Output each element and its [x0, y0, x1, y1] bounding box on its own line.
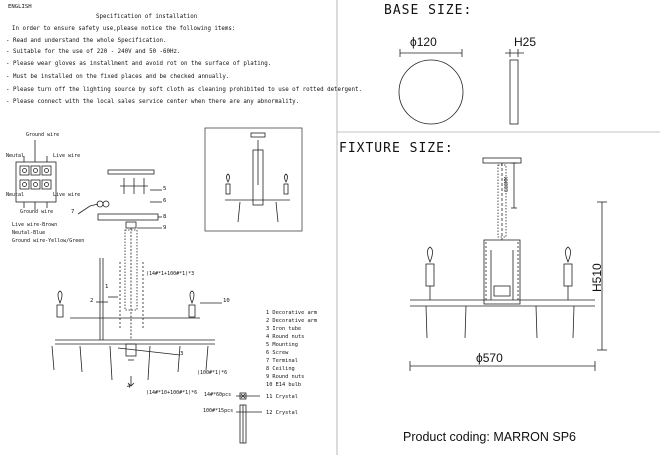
wiring-legend-live: Live wire-Brown — [12, 222, 58, 228]
parts-list-item: 4 Round nuts — [266, 334, 305, 340]
parts-list-item: 7 Terminal — [266, 358, 298, 364]
parts-list-item: 8 Ceiling — [266, 366, 295, 372]
base-diameter: ϕ120 — [410, 35, 437, 49]
language-label: ENGLISH — [8, 4, 32, 10]
parts-list-item: 1 Decorative arm — [266, 310, 318, 316]
callout-3: 3 — [180, 351, 184, 357]
mounting-assembly — [78, 170, 162, 228]
fixture-size-title: FIXTURE SIZE: — [339, 141, 454, 156]
spec-item: - Must be installed on the fixed places and be checked annually. — [6, 74, 230, 80]
crystal-12-spec: 100#*15pcs — [203, 408, 234, 414]
neutral-label: Neutal — [6, 153, 25, 159]
callout-7: 7 — [71, 209, 75, 215]
base-size-title: BASE SIZE: — [384, 3, 473, 18]
spec-item: - Please wear gloves as installment and avoid rot on the surface of plating. — [6, 61, 272, 67]
callout-2: 2 — [90, 298, 94, 304]
spec-title: Specification of installation — [96, 14, 198, 20]
ground-wire-label: Ground wire — [26, 132, 60, 138]
callout-9: 9 — [163, 225, 167, 231]
parts-list-item: 9 Round nuts — [266, 374, 305, 380]
product-coding: Product coding: MARRON SP6 — [403, 430, 576, 444]
parts-list-item: 2 Decorative arm — [266, 318, 318, 324]
parts-list-item: 11 Crystal — [266, 394, 298, 400]
callout-5: 5 — [163, 186, 167, 192]
base-height: H25 — [514, 35, 537, 49]
exploded-chandelier — [52, 225, 262, 443]
spec-item: - Read and understand the whole Specification. — [6, 38, 167, 44]
chain-length: 600MM — [504, 176, 510, 192]
product-thumbnail — [205, 128, 302, 231]
spec-intro: In order to ensure safety use,please notice the following items: — [12, 26, 236, 32]
parts-list-item: 6 Screw — [266, 350, 289, 356]
mid-arm-spec: (100#*1)*6 — [197, 370, 228, 376]
parts-list-item: 5 Mounting — [266, 342, 298, 348]
wiring-block — [16, 140, 56, 210]
wiring-legend-neutral: Neutal-Blue — [12, 230, 46, 236]
ground-wire-label: Ground wire — [20, 209, 54, 215]
spec-item: - Please turn off the lighting source by soft cloth as cleaning prohibited to use of rotted detergent. — [6, 87, 362, 93]
fixture-drawing — [410, 158, 607, 371]
neutral-label: Neutal — [6, 192, 25, 198]
parts-list-item: 3 Iron tube — [266, 326, 302, 332]
fixture-height: H510 — [590, 263, 604, 292]
callout-4: 4 — [127, 384, 131, 390]
spec-item: - Suitable for the use of 220 - 240V and 50 -60Hz. — [6, 49, 181, 55]
lower-arm-spec: (14#*10+100#*1)*6 — [146, 390, 198, 396]
parts-list-item: 10 E14 bulb — [266, 382, 302, 388]
base-drawing — [399, 49, 524, 124]
upper-arm-spec: (14#*1+100#*1)*3 — [146, 271, 195, 277]
callout-10: 10 — [223, 298, 230, 304]
fixture-diameter: ϕ570 — [476, 351, 503, 365]
spec-item: - Please connect with the local sales service center when there are any abnormality. — [6, 99, 300, 105]
callout-8: 8 — [163, 214, 167, 220]
callout-1: 1 — [105, 284, 109, 290]
crystal-11-spec: 14#*60pcs — [204, 392, 232, 398]
live-wire-label: Live wire — [53, 153, 81, 159]
live-wire-label: Live wire — [53, 192, 81, 198]
callout-6: 6 — [163, 198, 167, 204]
parts-list-item: 12 Crystal — [266, 410, 298, 416]
wiring-legend-ground: Ground wire-Yellow/Green — [12, 238, 85, 244]
